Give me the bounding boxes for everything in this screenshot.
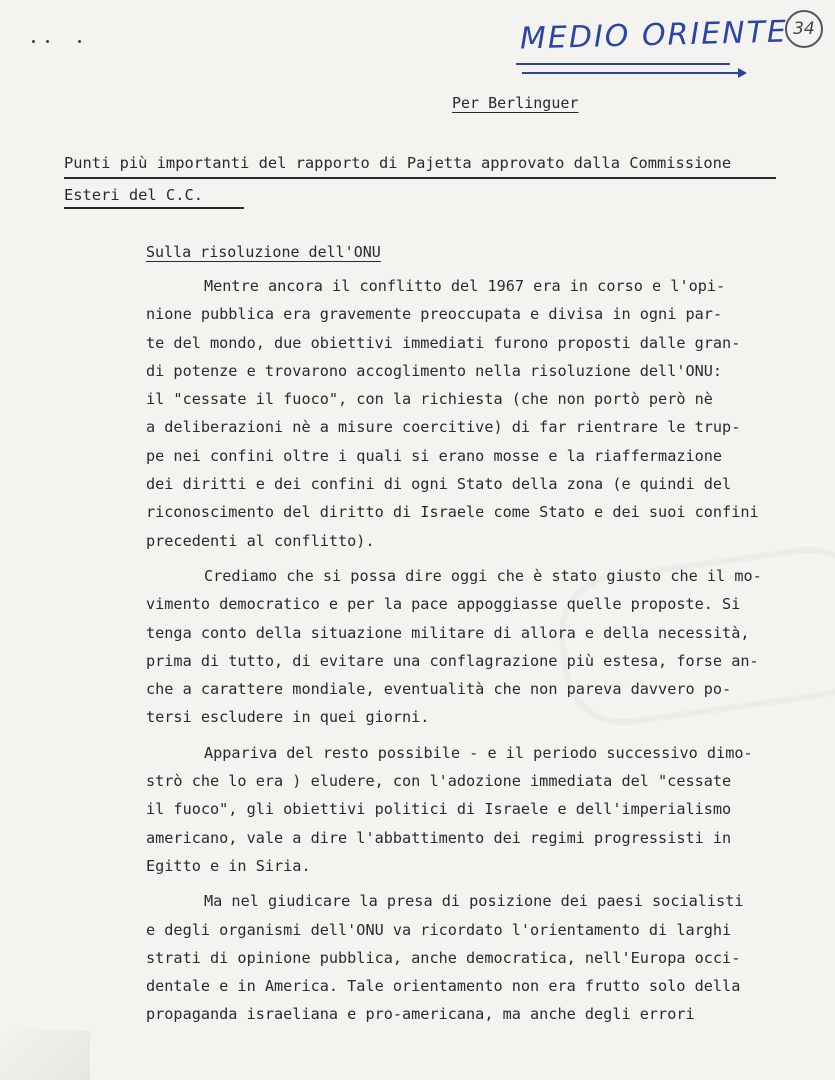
text-line: strò che lo era ) eludere, con l'adozione immediata del "cessate xyxy=(146,772,732,791)
text-line: strati di opinione pubblica, anche democratica, nell'Europa occi- xyxy=(146,948,741,967)
section-title: Sulla risoluzione dell'ONU xyxy=(146,243,381,261)
handwritten-note: MEDIO ORIENTE xyxy=(519,14,789,57)
text-line: che a carattere mondiale, eventualità che non pareva davvero po- xyxy=(146,680,732,699)
handwritten-underline xyxy=(516,63,730,65)
text-line: a deliberazioni nè a misure coercitive) di far rientrare le trup- xyxy=(146,418,741,437)
margin-dots xyxy=(30,36,90,50)
text-line: Egitto e in Siria. xyxy=(146,856,311,875)
paragraph-1 xyxy=(146,272,826,555)
page-number-circle: 34 xyxy=(785,10,823,48)
text-line: prima di tutto, di evitare una conflagrazione più estesa, forse an- xyxy=(146,651,759,670)
dot xyxy=(46,40,49,43)
paragraph-2 xyxy=(146,562,826,732)
text-line: Ma nel giudicare la presa di posizione dei paesi socialisti xyxy=(204,892,744,911)
text-line: tenga conto della situazione militare di allora e della necessità, xyxy=(146,623,750,642)
text-line: Mentre ancora il conflitto del 1967 era in corso e l'opi- xyxy=(204,277,726,295)
page-corner-shadow xyxy=(0,1030,90,1080)
text-line: Crediamo che si possa dire oggi che è stato giusto che il mo- xyxy=(204,566,762,585)
paragraph-3 xyxy=(146,739,826,880)
heading-line-1: Punti più importanti del rapporto di Pajetta approvato dalla Commissione xyxy=(64,154,732,172)
text-line: tersi escludere in quei giorni. xyxy=(146,708,430,727)
dot xyxy=(78,40,81,43)
heading-underline-2 xyxy=(64,207,244,209)
text-line: americano, vale a dire l'abbattimento dei regimi progressisti in xyxy=(146,828,732,847)
paragraph-4 xyxy=(146,887,826,1028)
heading-line-2: Esteri del C.C. xyxy=(64,186,203,204)
text-line: Appariva del resto possibile - e il periodo successivo dimo- xyxy=(204,743,753,762)
addressee: Per Berlinguer xyxy=(452,94,579,112)
text-line: riconoscimento del diritto di Israele come Stato e dei suoi confini xyxy=(146,503,759,522)
text-line: precedenti al conflitto). xyxy=(146,531,375,550)
body-text xyxy=(146,272,826,1036)
handwritten-arrowhead xyxy=(738,68,747,78)
dot xyxy=(32,40,35,43)
text-line: pe nei confini oltre i quali si erano mosse e la riaffermazione xyxy=(146,446,723,465)
text-line: nione pubblica era gravemente preoccupata e divisa in ogni par- xyxy=(146,305,723,324)
text-line: e degli organismi dell'ONU va ricordato l'orientamento di larghi xyxy=(146,920,732,939)
text-line: il fuoco", gli obiettivi politici di Israele e dell'imperialismo xyxy=(146,800,732,819)
heading-underline-1 xyxy=(64,177,776,179)
text-line: dentale e in America. Tale orientamento non era frutto solo della xyxy=(146,977,741,996)
text-line: propaganda israeliana e pro-americana, ma anche degli errori xyxy=(146,1005,695,1024)
handwritten-arrow-line xyxy=(522,72,738,74)
text-line: vimento democratico e per la pace appoggiasse quelle proposte. Si xyxy=(146,595,741,614)
text-line: dei diritti e dei confini di ogni Stato della zona (e quindi del xyxy=(146,475,732,494)
text-line: il "cessate il fuoco", con la richiesta (che non portò però nè xyxy=(146,390,713,409)
text-line: te del mondo, due obiettivi immediati furono proposti dalle gran- xyxy=(146,333,741,352)
text-line: di potenze e trovarono accoglimento nella risoluzione dell'ONU: xyxy=(146,361,723,380)
